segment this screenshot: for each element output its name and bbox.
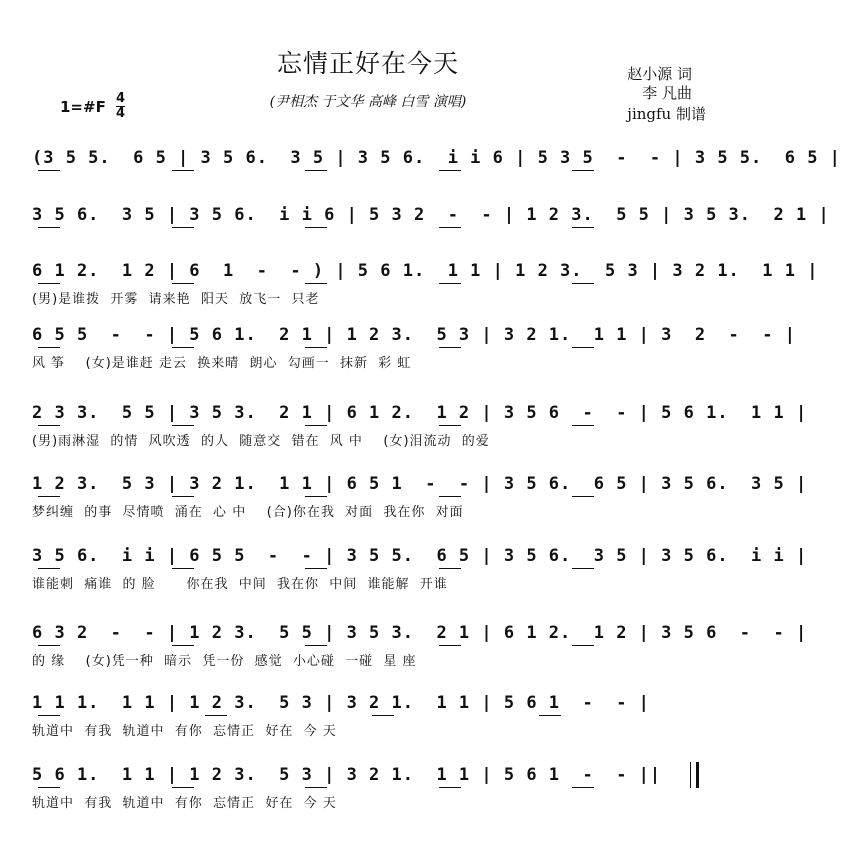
beam-line <box>38 227 60 228</box>
beam-line <box>172 496 194 497</box>
beam-line <box>572 283 594 284</box>
beam-line <box>205 715 227 716</box>
beam-line <box>172 425 194 426</box>
composer-credit: 李 凡曲 <box>642 84 692 102</box>
beam-line <box>38 496 60 497</box>
beam-line <box>172 170 194 171</box>
beam-line <box>572 170 594 171</box>
lyrics-line: 谁能刺 痛谁 的 脸 你在我 中间 我在你 中间 谁能解 开谁 <box>32 577 448 592</box>
notes-line: 3 5 6. i i | 6 5 5 - - | 3 5 5. 6 5 | 3 5 6. 3 5 | 3 5 6. i i | <box>32 546 808 566</box>
beam-line <box>172 568 194 569</box>
beam-line <box>172 227 194 228</box>
lyrics-line: 的 缘 (女)凭一种 暗示 凭一份 感觉 小心碰 一碰 星 座 <box>32 654 417 669</box>
beam-line <box>439 227 461 228</box>
page-title: 忘情正好在今天 <box>276 49 459 78</box>
notes-line: 6 3 2 - - | 1 2 3. 5 5 | 3 5 3. 2 1 | 6 1 2. 1 2 | 3 5 6 - - | <box>32 623 808 643</box>
singers-line: (尹相杰 于文华 高峰 白雪 演唱) <box>269 94 467 110</box>
beam-line <box>305 568 327 569</box>
lyrics-line: 梦纠缠 的事 尽情喷 涌在 心 中 (合)你在我 对面 我在你 对面 <box>32 505 464 520</box>
beam-line <box>38 645 60 646</box>
notes-line: 6 1 2. 1 2 | 6 1 - - ) | 5 6 1. 1 1 | 1 2 3. 5 3 | 3 2 1. 1 1 | <box>32 261 819 281</box>
time-signature-bottom: 4 <box>116 106 126 121</box>
beam-line <box>439 347 461 348</box>
beam-line <box>38 715 60 716</box>
beam-line <box>372 715 394 716</box>
beam-line <box>305 425 327 426</box>
beam-line <box>172 645 194 646</box>
beam-line <box>305 496 327 497</box>
notes-line: (3 5 5. 6 5 | 3 5 6. 3 5 | 3 5 6. i i 6 | 5 3 5 - - | 3 5 5. 6 5 | <box>32 148 841 168</box>
beam-line <box>539 715 561 716</box>
beam-line <box>439 283 461 284</box>
notes-line: 3 5 6. 3 5 | 3 5 6. i i 6 | 5 3 2 - - | 1 2 3. 5 5 | 3 5 3. 2 1 | <box>32 205 830 225</box>
beam-line <box>38 347 60 348</box>
time-signature <box>116 92 125 121</box>
beam-line <box>38 568 60 569</box>
beam-line <box>38 283 60 284</box>
notes-line: 5 6 1. 1 1 | 1 2 3. 5 3 | 3 2 1. 1 1 | 5 6 1 - - || <box>32 765 662 785</box>
beam-line <box>439 645 461 646</box>
lyrics-line: 轨道中 有我 轨道中 有你 忘情正 好在 今 天 <box>32 724 337 739</box>
lyrics-line: (男)是谁拨 开雾 请来艳 阳天 放飞一 只老 <box>32 292 320 307</box>
beam-line <box>172 347 194 348</box>
beam-line <box>305 787 327 788</box>
beam-line <box>572 347 594 348</box>
notes-line: 1 1 1. 1 1 | 1 2 3. 5 3 | 3 2 1. 1 1 | 5 6 1 - - | <box>32 693 650 713</box>
beam-line <box>572 227 594 228</box>
beam-line <box>572 568 594 569</box>
final-barline <box>690 762 699 788</box>
beam-line <box>572 425 594 426</box>
beam-line <box>572 787 594 788</box>
beam-line <box>572 645 594 646</box>
beam-line <box>305 645 327 646</box>
beam-line <box>38 170 60 171</box>
beam-line <box>572 496 594 497</box>
beam-line <box>439 425 461 426</box>
beam-line <box>172 787 194 788</box>
beam-line <box>439 787 461 788</box>
beam-line <box>439 496 461 497</box>
lyrics-line: 轨道中 有我 轨道中 有你 忘情正 好在 今 天 <box>32 796 337 811</box>
notes-line: 1 2 3. 5 3 | 3 2 1. 1 1 | 6 5 1 - - | 3 5 6. 6 5 | 3 5 6. 3 5 | <box>32 474 808 494</box>
notes-line: 6 5 5 - - | 5 6 1. 2 1 | 1 2 3. 5 3 | 3 2 1. 1 1 | 3 2 - - | <box>32 325 796 345</box>
key-signature: 1=#F <box>60 98 106 116</box>
beam-line <box>439 568 461 569</box>
beam-line <box>305 283 327 284</box>
beam-line <box>172 283 194 284</box>
lyrics-line: 风 筝 (女)是谁赶 走云 换来晴 朗心 勾画一 抹新 彩 虹 <box>32 356 412 371</box>
beam-line <box>305 227 327 228</box>
lyrics-line: (男)雨淋湿 的情 风吹透 的人 随意交 错在 风 中 (女)泪流动 的爱 <box>32 434 490 449</box>
beam-line <box>305 347 327 348</box>
arranger-credit: jingfu 制谱 <box>627 105 706 123</box>
time-signature-top: 4 <box>116 91 126 106</box>
notes-line: 2 3 3. 5 5 | 3 5 3. 2 1 | 6 1 2. 1 2 | 3 5 6 - - | 5 6 1. 1 1 | <box>32 403 808 423</box>
beam-line <box>38 787 60 788</box>
beam-line <box>305 170 327 171</box>
beam-line <box>439 170 461 171</box>
beam-line <box>38 425 60 426</box>
lyricist-credit: 赵小源 词 <box>627 65 692 83</box>
